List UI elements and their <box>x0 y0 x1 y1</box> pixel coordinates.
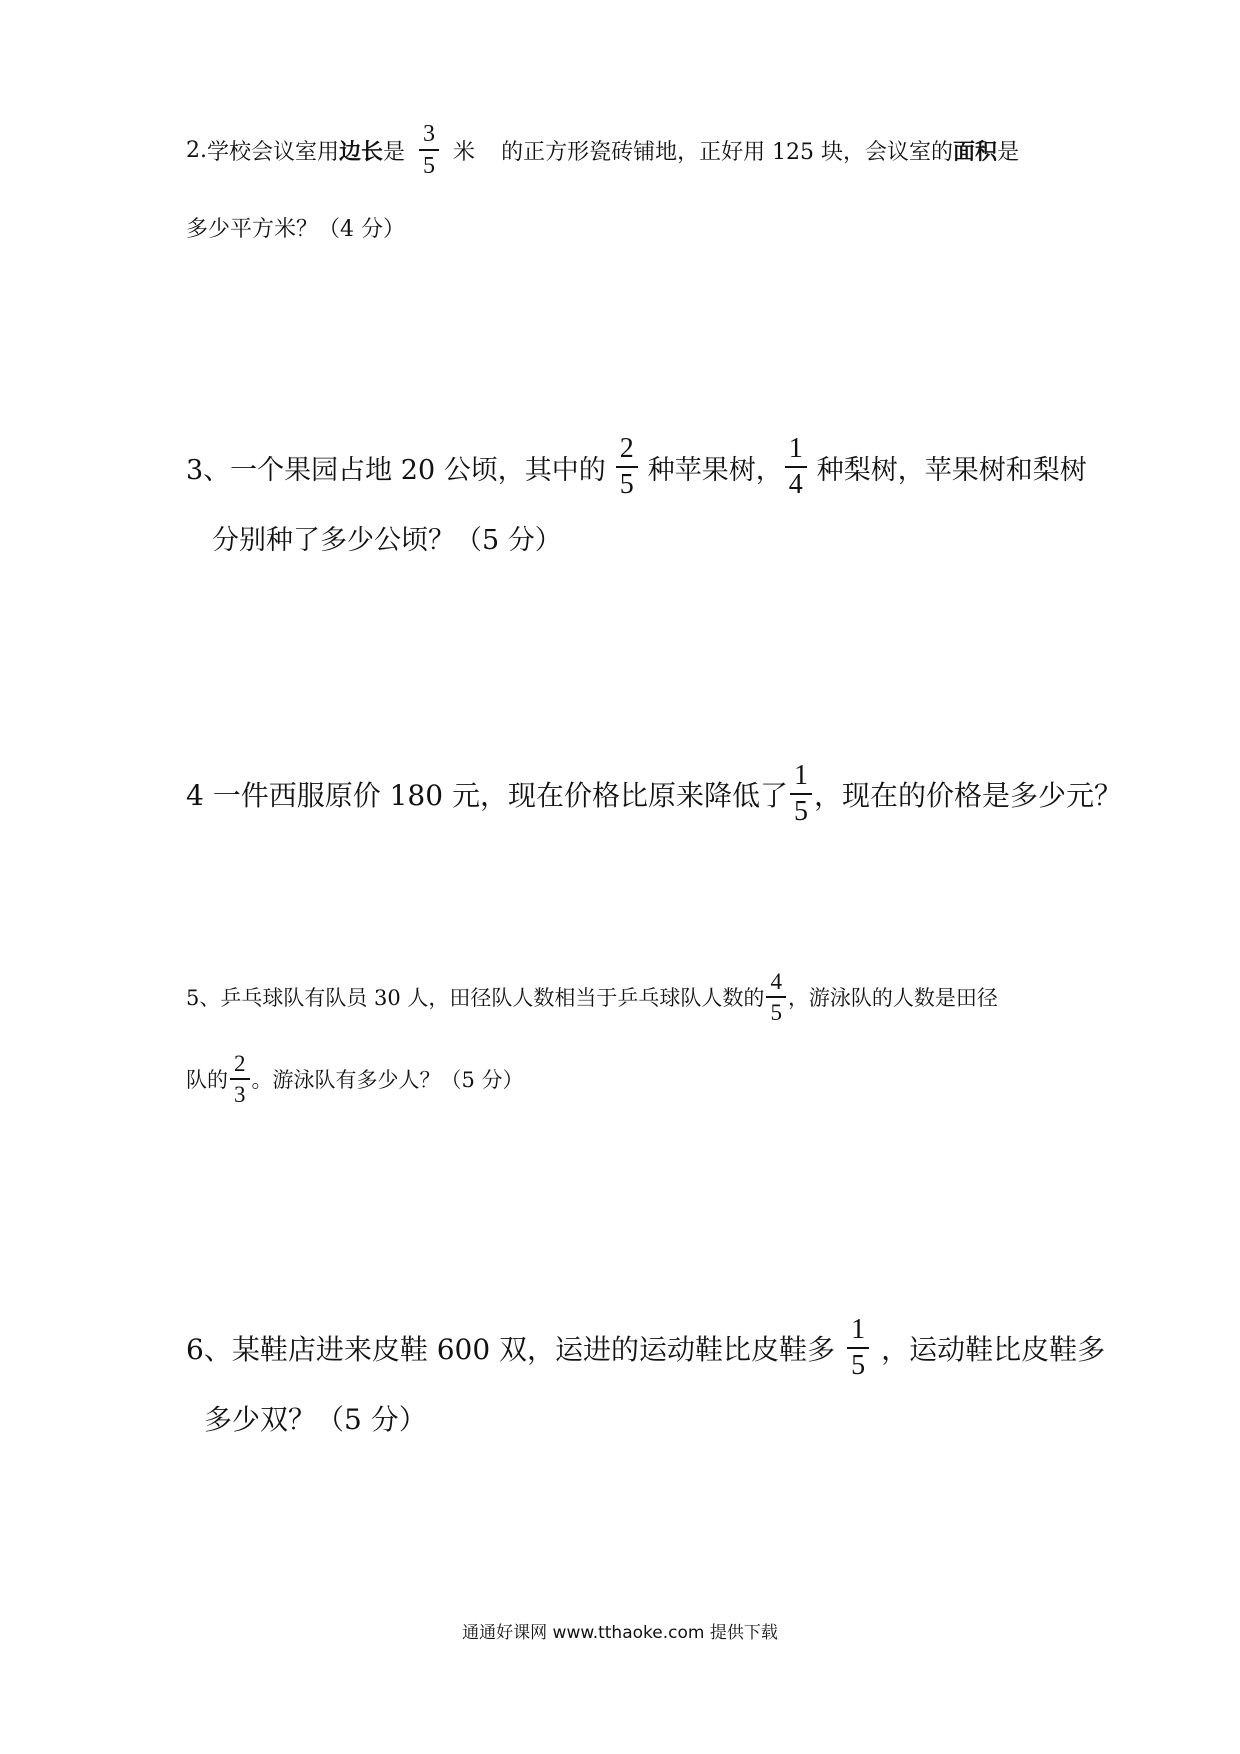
q6-fraction-denominator: 5 <box>851 1350 866 1381</box>
q5-fraction-1-numerator: 4 <box>766 970 786 998</box>
q4-fraction-denominator: 5 <box>793 796 808 827</box>
q2-number: 2. <box>186 137 207 163</box>
q4-fraction-numerator: 1 <box>790 762 812 795</box>
q6-fraction <box>847 1316 869 1380</box>
q3-fraction-2 <box>785 435 807 499</box>
q2-bold-side-length: 边长 <box>339 138 384 165</box>
q4-text-a: 4 一件西服原价 180 元，现在价格比原来降低了 <box>186 779 788 812</box>
q3-fraction-1 <box>616 435 638 499</box>
q3-text-b: 种苹果树， <box>647 454 783 486</box>
q2-text-e: 是 <box>997 139 1020 165</box>
q3-fraction-2-numerator: 1 <box>785 435 807 468</box>
q5-fraction-2 <box>230 1052 250 1106</box>
q6-text-b: ，运动鞋比皮鞋多 <box>881 1333 1106 1366</box>
q3-line2: 分别种了多少公顷？（5 分） <box>212 525 562 556</box>
q2-text-a: 学校会议室用 <box>207 139 340 165</box>
q3-fraction-1-denominator: 5 <box>619 469 634 500</box>
q5-fraction-1 <box>766 970 786 1024</box>
q5-text-a: 5、乒乓球队有队员 30 人，田径队人数相当于乒乓球队人数的 <box>186 986 765 1010</box>
q2-line2: 多少平方米？（4 分） <box>186 217 405 242</box>
q2-text-d: 的正方形瓷砖铺地，正好用 125 块，会议室的 <box>501 139 954 165</box>
q5-line1 <box>186 970 998 1024</box>
q2-bold-area: 面积 <box>953 138 998 165</box>
q6-line2: 多少双？（5 分） <box>204 1403 427 1436</box>
q2-fraction <box>419 122 439 178</box>
q2-text-c: 米 <box>453 139 476 165</box>
q5-text-b: ，游泳队的人数是田径 <box>787 986 998 1010</box>
q2-fraction-numerator: 3 <box>419 122 439 151</box>
q5-line2 <box>186 1052 524 1106</box>
q3-fraction-2-denominator: 4 <box>788 469 803 500</box>
q5-fraction-2-numerator: 2 <box>230 1052 250 1080</box>
q3-text-a: 3、一个果园占地 20 公顷，其中的 <box>186 454 606 486</box>
q3-fraction-1-numerator: 2 <box>616 435 638 468</box>
footer-credit: 通通好课网 www.tthaoke.com 提供下载 <box>462 1623 778 1643</box>
q4-text-b: ，现在的价格是多少元？ <box>813 779 1122 812</box>
q2-line1 <box>186 122 1019 178</box>
q5-fraction-2-denominator: 3 <box>234 1082 246 1107</box>
q5-text-d: 。游泳队有多少人？（5 分） <box>251 1068 524 1092</box>
q2-fraction-denominator: 5 <box>423 153 436 179</box>
q4-line1 <box>186 762 1122 826</box>
q2-text-b: 是 <box>383 139 406 165</box>
q6-fraction-numerator: 1 <box>847 1316 869 1349</box>
q3-line1 <box>186 435 1087 499</box>
q5-fraction-1-denominator: 5 <box>770 1000 782 1025</box>
q5-text-c: 队的 <box>186 1068 228 1092</box>
q3-text-c: 种梨树，苹果树和梨树 <box>816 454 1087 486</box>
q6-line1 <box>186 1316 1105 1380</box>
q4-fraction <box>790 762 812 826</box>
q6-text-a: 6、某鞋店进来皮鞋 600 双，运进的运动鞋比皮鞋多 <box>186 1333 836 1366</box>
